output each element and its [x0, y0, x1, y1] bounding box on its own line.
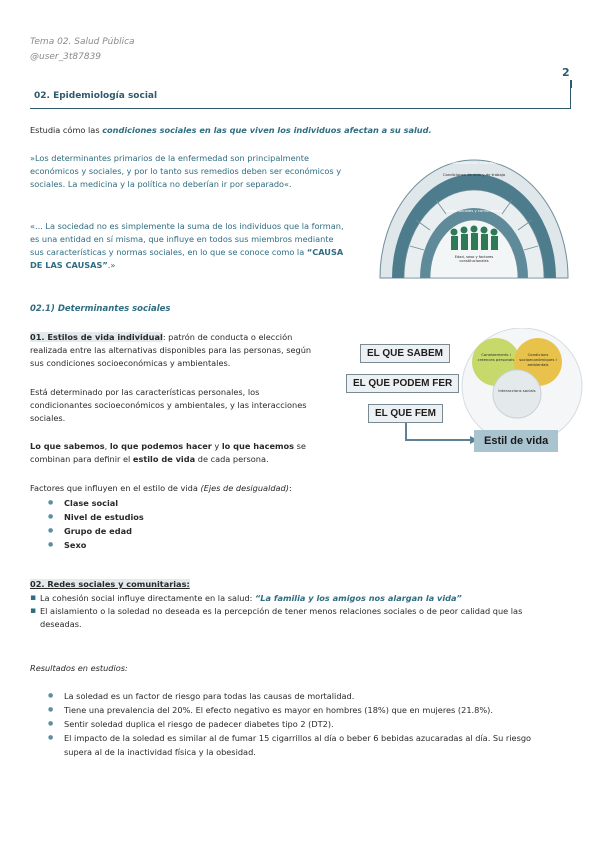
estilos-definition: [30, 331, 312, 370]
factor-item: ● Grupo de edad: [30, 524, 290, 538]
estilos-heading: 01. Estilos de vida individual: [30, 332, 163, 342]
page-number: 2: [562, 66, 570, 79]
quote-society-text: «... La sociedad no es simplemente la suma de los individuos que la forman, es una entidad en sí misma, que influye en todos sus miembros mediante sus características y normas sociales, en lo que se conoce como la: [30, 221, 344, 257]
quote-virchow: »Los determinantes primarios de la enfermedad son principalmente económicos y sociales, y por lo tanto sus remedios deben ser económicos y sociales. La medicina y la política no deberían ir por separado«.: [30, 153, 342, 189]
rainbow-inner-label: Redes sociales y comunitarias: [445, 208, 503, 213]
factor-item: ● Clase social: [30, 496, 290, 510]
section-title: 02. Epidemiología social: [34, 91, 158, 101]
factores-list: [30, 496, 290, 552]
p3-t3: se combinan para definir el: [30, 441, 306, 464]
resultado-item: ● Tiene una prevalencia del 20%. El efecto negativo es mayor en hombres (18%) que en mujeres (21.8%).: [30, 703, 560, 717]
factores-line: [30, 482, 360, 495]
estilos-def: : patrón de conducta o elección realizada entre las alternativas disponibles para las personas, según sus condiciones socioeconómicas y ambientales.: [30, 332, 312, 368]
redes-list: [30, 592, 560, 631]
determinants-rainbow-diagram: [376, 150, 572, 280]
p3-t1: ,: [104, 441, 110, 451]
redes-item: [30, 592, 560, 605]
resultado-item: ● El impacto de la soledad es similar al de fumar 15 cigarrillos al día o beber 6 bebidas azucaradas al día. Su riesgo supera al de la inactividad física y la obesidad.: [30, 731, 560, 759]
intro-emphasis: condiciones sociales en las que viven los individuos afectan a su salud.: [102, 125, 432, 135]
factor-item: ● Nivel de estudios: [30, 510, 290, 524]
factores-prefix: Factores que influyen en el estilo de vida: [30, 483, 201, 493]
resultado-item: ● Sentir soledad duplica el riesgo de padecer diabetes tipo 2 (DT2).: [30, 717, 560, 731]
resultado-item: ● La soledad es un factor de riesgo para todas las causas de mortalidad.: [30, 689, 560, 703]
p3-sabemos: Lo que sabemos: [30, 441, 105, 451]
chip-el-que-sabem: EL QUE SABEM: [360, 344, 450, 363]
estil-de-vida-label: Estil de vida: [474, 430, 558, 452]
factores-suffix: :: [288, 483, 292, 493]
p3-estilo: estilo de vida: [132, 454, 196, 464]
quote-society-bold: “CAUSA DE LAS CAUSAS”: [30, 247, 344, 270]
chip-el-que-fem: EL QUE FEM: [368, 404, 443, 423]
header-subject: Tema 02. Salud Pública: [30, 37, 135, 47]
p3-hacemos: lo que hacemos: [221, 441, 295, 451]
redes-heading: [30, 578, 190, 591]
estilos-para3: [30, 440, 312, 466]
subsection-title: 02.1) Determinantes sociales: [30, 304, 171, 314]
redes-item: ▪ El aislamiento o la soledad no deseada es la percepción de tener menos relaciones sociales o de peor calidad que las deseadas.: [30, 605, 560, 631]
intro-paragraph: [30, 124, 470, 137]
factores-ital: (Ejes de desigualdad): [200, 483, 289, 493]
redes-item-1-quote: “La familia y los amigos nos alargan la vida”: [255, 593, 462, 603]
p3-podemos: lo que podemos hacer: [109, 441, 212, 451]
estilos-para2: Está determinado por las características personales, los condicionantes socioeconómicos y ambientales, y las interacciones sociales.: [30, 387, 307, 423]
intro-prefix: Estudia cómo las: [30, 125, 103, 135]
factor-item: ● Sexo: [30, 538, 290, 552]
section-header-tick: [570, 80, 572, 88]
circle-coneixements: Coneixements i creences personals: [477, 352, 515, 362]
chip-el-que-podem-fer: EL QUE PODEM FER: [346, 374, 459, 393]
redes-item-1-text: La cohesión social influye directamente en la salud:: [40, 593, 256, 603]
rainbow-mid-label: Condiciones de vida y de trabajo: [442, 172, 506, 177]
resultados-list: [30, 689, 560, 759]
p3-t2: y: [211, 441, 222, 451]
rainbow-outer-label: Condiciones socioeconómicas, culturales y ambientales: [421, 160, 527, 165]
estil-de-vida-diagram: [344, 328, 584, 458]
quote-society: [30, 220, 348, 272]
quote-society-end: .»: [107, 260, 116, 270]
p3-t4: de cada persona.: [195, 454, 269, 464]
circle-interaccions: Interaccions socials: [498, 388, 536, 393]
redes-heading-text: 02. Redes sociales y comunitarias:: [30, 579, 190, 589]
resultados-title: Resultados en estudios:: [30, 663, 128, 673]
rainbow-core-label: Edad, sexo y factores constitucionales: [454, 255, 494, 263]
circle-condicions: Condicions socioeconòmiques i ambientals: [519, 352, 557, 367]
header-user: @user_3t87839: [30, 52, 102, 62]
